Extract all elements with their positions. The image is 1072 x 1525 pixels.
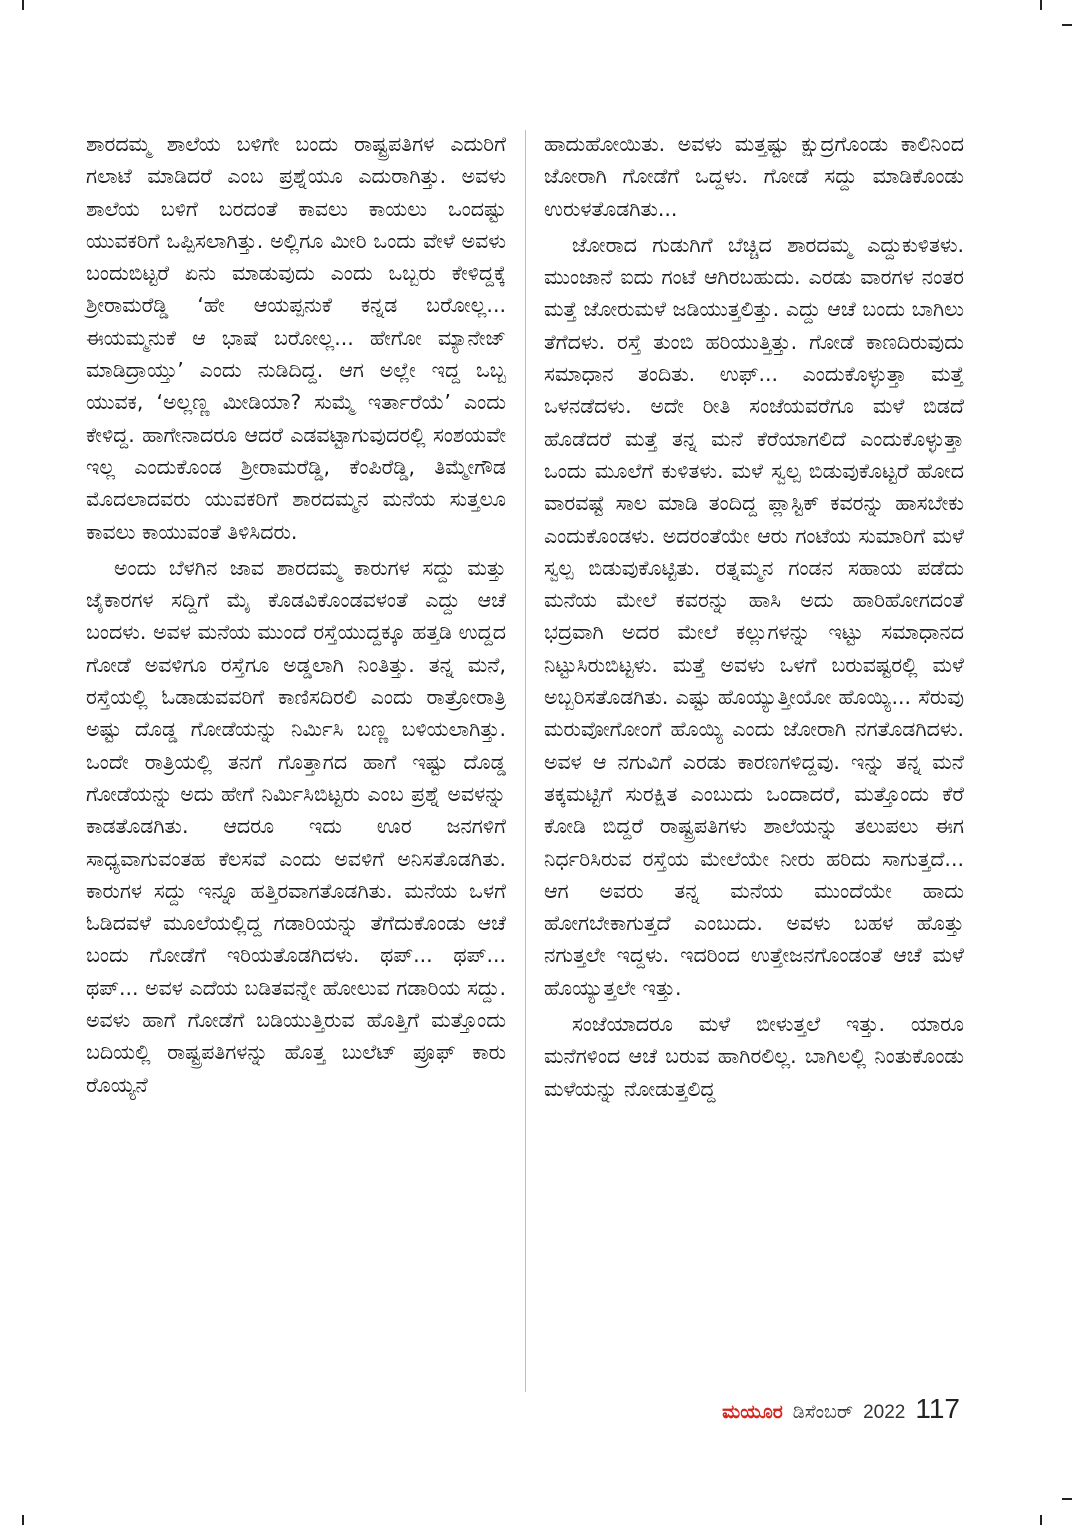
- crop-mark-bottom-left: [22, 1515, 24, 1525]
- right-paragraph-2: ಜೋರಾದ ಗುಡುಗಿಗೆ ಬೆಚ್ಚಿದ ಶಾರದಮ್ಮ ಎದ್ದುಕುಳಿತಳು. ಮುಂಜಾನೆ ಐದು ಗಂಟೆ ಆಗಿರಬಹುದು. ಎರಡು ವಾರಗಳ ನಂತರ ಮತ್ತೆ ಜೋರುಮಳೆ ಜಡಿಯುತ್ತಲಿತ್ತು. ಎದ್ದು ಆಚೆ ಬಂದು ಬಾಗಿಲು ತೆಗೆದಳು. ರಸ್ತೆ ತುಂಬಿ ಹರಿಯುತ್ತಿತ್ತು. ಗೋಡೆ ಕಾಣದಿರುವುದು ಸಮಾಧಾನ ತಂದಿತು. ಉಫ್... ಎಂದುಕೊಳ್ಳುತ್ತಾ ಮತ್ತೆ ಒಳನಡೆದಳು. ಅದೇ ರೀತಿ ಸಂಜೆಯವರೆಗೂ ಮಳೆ ಬಿಡದೆ ಹೊಡೆದರೆ ಮತ್ತೆ ತನ್ನ ಮನೆ ಕೆರೆಯಾಗಲಿದೆ ಎಂದುಕೊಳ್ಳುತ್ತಾ ಒಂದು ಮೂಲೆಗೆ ಕುಳಿತಳು. ಮಳೆ ಸ್ವಲ್ಪ ಬಿಡುವುಕೊಟ್ಟರೆ ಹೋದ ವಾರವಷ್ಟೆ ಸಾಲ ಮಾಡಿ ತಂದಿದ್ದ ಪ್ಲಾಸ್ಟಿಕ್ ಕವರನ್ನು ಹಾಸಬೇಕು ಎಂದುಕೊಂಡಳು. ಅದರಂತೆಯೇ ಆರು ಗಂಟೆಯ ಸುಮಾರಿಗೆ ಮಳೆ ಸ್ವಲ್ಪ ಬಿಡುವುಕೊಟ್ಟಿತು. ರತ್ನಮ್ಮನ ಗಂಡನ ಸಹಾಯ ಪಡೆದು ಮನೆಯ ಮೇಲೆ ಕವರನ್ನು ಹಾಸಿ ಅದು ಹಾರಿಹೋಗದಂತೆ ಭದ್ರವಾಗಿ ಅದರ ಮೇಲೆ ಕಲ್ಲುಗಳನ್ನು ಇಟ್ಟು ಸಮಾಧಾನದ ನಿಟ್ಟುಸಿರುಬಿಟ್ಟಳು. ಮತ್ತೆ ಅವಳು ಒಳಗೆ ಬರುವಷ್ಟರಲ್ಲಿ ಮಳೆ ಅಬ್ಬರಿಸತೊಡಗಿತು. ಎಷ್ಟು ಹೊಯ್ಯುತ್ತೀಯೋ ಹೊಯ್ಯಿ... ಸೆರುವು ಮರುವೋಗೋಂಗೆ ಹೊಯ್ಯಿ ಎಂದು ಜೋರಾಗಿ ನಗತೊಡಗಿದಳು. ಅವಳ ಆ ನಗುವಿಗೆ ಎರಡು ಕಾರಣಗಳಿದ್ದವು. ಇನ್ನು ತನ್ನ ಮನೆ ತಕ್ಕಮಟ್ಟಿಗೆ ಸುರಕ್ಷಿತ ಎಂಬುದು ಒಂದಾದರೆ, ಮತ್ತೊಂದು ಕೆರೆ ಕೋಡಿ ಬಿದ್ದರೆ ರಾಷ್ಟ್ರಪತಿಗಳು ಶಾಲೆಯನ್ನು ತಲುಪಲು ಈಗ ನಿರ್ಧರಿಸಿರುವ ರಸ್ತೆಯ ಮೇಲೆಯೇ ನೀರು ಹರಿದು ಸಾಗುತ್ತದೆ... ಆಗ ಅವರು ತನ್ನ ಮನೆಯ ಮುಂದೆಯೇ ಹಾದು ಹೋಗಬೇಕಾಗುತ್ತದೆ ಎಂಬುದು. ಅವಳು ಬಹಳ ಹೊತ್ತು ನಗುತ್ತಲೇ ಇದ್ದಳು. ಇದರಿಂದ ಉತ್ತೇಜನಗೊಂಡಂತೆ ಆಚೆ ಮಳೆ ಹೊಯ್ಯುತ್ತಲೇ ಇತ್ತು.: [544, 232, 964, 1000]
- crop-mark-top-right: [1040, 0, 1042, 10]
- crop-mark-right-upper: [1062, 24, 1072, 26]
- page-number: 117: [915, 1393, 960, 1424]
- page-footer: [722, 1393, 960, 1427]
- issue-year: 2022: [863, 1402, 906, 1423]
- crop-mark-bottom-right: [1040, 1515, 1042, 1525]
- issue-month: ಡಿಸೆಂಬರ್: [792, 1401, 854, 1423]
- right-paragraph-1: ಹಾದುಹೋಯಿತು. ಅವಳು ಮತ್ತಷ್ಟು ಕ್ಷುದ್ರಗೊಂಡು ಕಾಲಿನಿಂದ ಜೋರಾಗಿ ಗೋಡೆಗೆ ಒದ್ದಳು. ಗೋಡೆ ಸದ್ದು ಮಾಡಿಕೊಂಡು ಉರುಳತೊಡಗಿತು...: [544, 132, 964, 221]
- left-paragraph-1: ಶಾರದಮ್ಮ ಶಾಲೆಯ ಬಳಿಗೇ ಬಂದು ರಾಷ್ಟ್ರಪತಿಗಳ ಎದುರಿಗೆ ಗಲಾಟೆ ಮಾಡಿದರೆ ಎಂಬ ಪ್ರಶ್ನೆಯೂ ಎದುರಾಗಿತ್ತು. ಅವಳು ಶಾಲೆಯ ಬಳಿಗೆ ಬರದಂತೆ ಕಾವಲು ಕಾಯಲು ಒಂದಷ್ಟು ಯುವಕರಿಗೆ ಒಪ್ಪಿಸಲಾಗಿತ್ತು. ಅಲ್ಲಿಗೂ ಮೀರಿ ಒಂದು ವೇಳೆ ಅವಳು ಬಂದುಬಿಟ್ಟರೆ ಏನು ಮಾಡುವುದು ಎಂದು ಒಬ್ಬರು ಕೇಳಿದ್ದಕ್ಕೆ ಶ್ರೀರಾಮರೆಡ್ಡಿ ‘ಹೇ ಆಯಪ್ಪನುಕೆ ಕನ್ನಡ ಬರೋಲ್ಲ... ಈಯಮ್ಮನುಕೆ ಆ ಭಾಷೆ ಬರೋಲ್ಲ... ಹೇಗೋ ಮ್ಯಾನೇಜ್ ಮಾಡಿದ್ರಾಯ್ತು’ ಎಂದು ನುಡಿದಿದ್ದ. ಆಗ ಅಲ್ಲೇ ಇದ್ದ ಒಬ್ಬ ಯುವಕ, ‘ಅಲ್ಲಣ್ಣ ಮೀಡಿಯಾ? ಸುಮ್ಮೆ ಇರ್ತಾರೆಯೆ’ ಎಂದು ಕೇಳಿದ್ದ. ಹಾಗೇನಾದರೂ ಆದರೆ ಎಡವಟ್ಟಾಗುವುದರಲ್ಲಿ ಸಂಶಯವೇ ಇಲ್ಲ ಎಂದುಕೊಂಡ ಶ್ರೀರಾಮರೆಡ್ಡಿ, ಕೆಂಪಿರೆಡ್ಡಿ, ತಿಮ್ಮೇಗೌಡ ಮೊದಲಾದವರು ಯುವಕರಿಗೆ ಶಾರದಮ್ಮನ ಮನೆಯ ಸುತ್ತಲೂ ಕಾವಲು ಕಾಯುವಂತೆ ತಿಳಿಸಿದರು.: [86, 132, 506, 544]
- crop-mark-right-lower: [1062, 1498, 1072, 1500]
- magazine-name: ಮಯೂರ: [722, 1401, 783, 1423]
- crop-mark-top-left: [22, 0, 24, 10]
- left-column: [86, 128, 506, 1101]
- right-column: [544, 128, 964, 1105]
- column-divider: [525, 130, 526, 1392]
- left-paragraph-2: ಅಂದು ಬೆಳಗಿನ ಜಾವ ಶಾರದಮ್ಮ ಕಾರುಗಳ ಸದ್ದು ಮತ್ತು ಜೈಕಾರಗಳ ಸದ್ದಿಗೆ ಮೈ ಕೊಡವಿಕೊಂಡವಳಂತೆ ಎದ್ದು ಆಚೆ ಬಂದಳು. ಅವಳ ಮನೆಯ ಮುಂದೆ ರಸ್ತೆಯುದ್ದಕ್ಕೂ ಹತ್ತಡಿ ಉದ್ದದ ಗೋಡೆ ಅವಳಿಗೂ ರಸ್ತೆಗೂ ಅಡ್ಡಲಾಗಿ ನಿಂತಿತ್ತು. ತನ್ನ ಮನೆ, ರಸ್ತೆಯಲ್ಲಿ ಓಡಾಡುವವರಿಗೆ ಕಾಣಿಸದಿರಲಿ ಎಂದು ರಾತ್ರೋರಾತ್ರಿ ಅಷ್ಟು ದೊಡ್ಡ ಗೋಡೆಯನ್ನು ನಿರ್ಮಿಸಿ ಬಣ್ಣ ಬಳಿಯಲಾಗಿತ್ತು. ಒಂದೇ ರಾತ್ರಿಯಲ್ಲಿ ತನಗೆ ಗೊತ್ತಾಗದ ಹಾಗೆ ಇಷ್ಟು ದೊಡ್ಡ ಗೋಡೆಯನ್ನು ಅದು ಹೇಗೆ ನಿರ್ಮಿಸಿಬಿಟ್ಟರು ಎಂಬ ಪ್ರಶ್ನೆ ಅವಳನ್ನು ಕಾಡತೊಡಗಿತು. ಆದರೂ ಇದು ಊರ ಜನಗಳಿಗೆ ಸಾಧ್ಯವಾಗುವಂತಹ ಕೆಲಸವೆ ಎಂದು ಅವಳಿಗೆ ಅನಿಸತೊಡಗಿತು. ಕಾರುಗಳ ಸದ್ದು ಇನ್ನೂ ಹತ್ತಿರವಾಗತೊಡಗಿತು. ಮನೆಯ ಒಳಗೆ ಓಡಿದವಳೆ ಮೂಲೆಯಲ್ಲಿದ್ದ ಗಡಾರಿಯನ್ನು ತೆಗೆದುಕೊಂಡು ಆಚೆ ಬಂದು ಗೋಡೆಗೆ ಇರಿಯತೊಡಗಿದಳು. ಥಪ್... ಥಪ್... ಥಪ್... ಅವಳ ಎದೆಯ ಬಡಿತವನ್ನೇ ಹೋಲುವ ಗಡಾರಿಯ ಸದ್ದು. ಅವಳು ಹಾಗೆ ಗೋಡೆಗೆ ಬಡಿಯುತ್ತಿರುವ ಹೊತ್ತಿಗೆ ಮತ್ತೊಂದು ಬದಿಯಲ್ಲಿ ರಾಷ್ಟ್ರಪತಿಗಳನ್ನು ಹೊತ್ತ ಬುಲೆಟ್ ಪ್ರೂಫ್ ಕಾರು ರೊಯ್ಯನೆ: [86, 555, 506, 1097]
- right-paragraph-3: ಸಂಜೆಯಾದರೂ ಮಳೆ ಬೀಳುತ್ತಲೆ ಇತ್ತು. ಯಾರೂ ಮನೆಗಳಿಂದ ಆಚೆ ಬರುವ ಹಾಗಿರಲಿಲ್ಲ. ಬಾಗಿಲಲ್ಲಿ ನಿಂತುಕೊಂಡು ಮಳೆಯನ್ನು ನೋಡುತ್ತಲಿದ್ದ: [544, 1012, 964, 1101]
